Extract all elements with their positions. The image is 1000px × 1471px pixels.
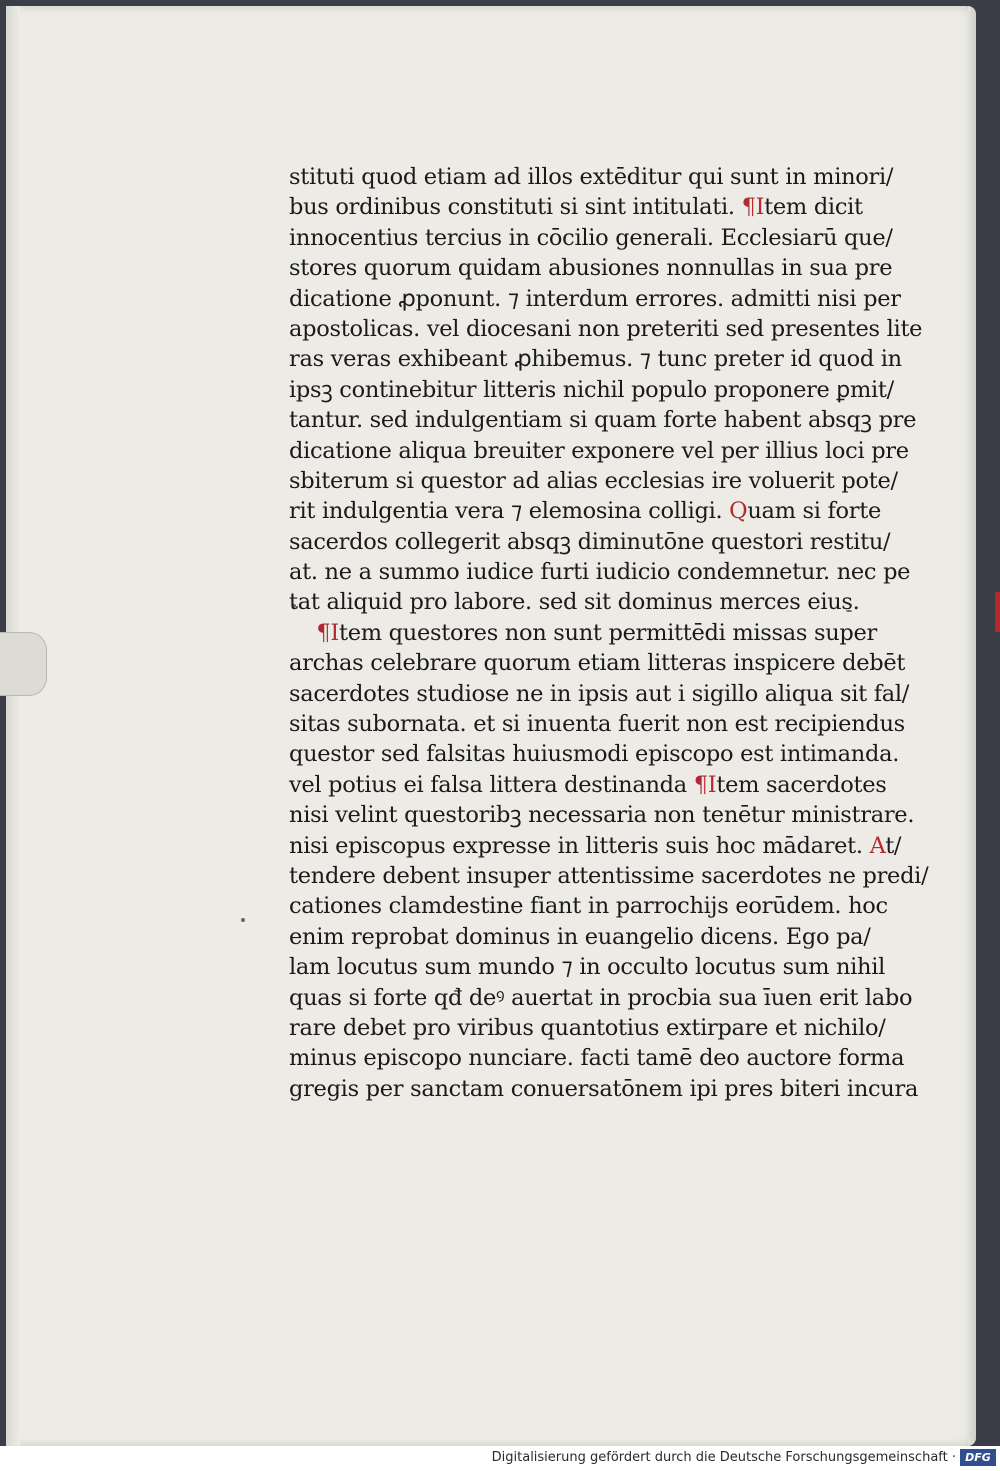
incunable-text-block [289,162,929,1104]
text-line [289,557,911,587]
text-segment: sacerdos collegerit absqꝫ diminutōne questori restitu/ [289,528,891,555]
page-fore-edge [968,6,976,1446]
text-segment: tantur. sed indulgentiam si quam forte habent absqꝫ pre [289,407,917,434]
rubric-initial: Q [729,498,748,525]
text-line [289,648,906,678]
text-segment: tem dicit [764,194,863,221]
text-line [289,223,893,253]
text-line [289,192,889,222]
text-line [289,314,923,344]
text-segment: ras veras exhibeant ꝓhibemus. ⁊ tunc preter id quod in [289,346,902,373]
text-segment: t/ [885,832,902,859]
text-line [289,709,905,739]
text-segment: bus ordinibus constituti si sint intitulati. [289,194,742,221]
text-segment: tem questores non sunt permittēdi missas super [339,619,877,646]
text-line [289,800,915,830]
text-segment: cationes clamdestine fiant in parrochijs eorūdem. hoc [289,893,888,920]
rubric-initial: ¶I [693,771,717,798]
text-segment: stituti quod etiam ad illos extēditur qui sunt in minori/ [289,164,894,190]
text-line [289,1074,919,1104]
text-segment: rare debet pro viribus quantotius extirpare et nichilo/ [289,1014,886,1041]
text-segment: minus episcopo nunciare. facti tamē deo auctore forma [289,1045,905,1072]
text-segment: archas celebrare quorum etiam litteras inspicere debēt [289,650,906,677]
rubric-initial: ¶I [316,619,340,646]
red-bookmark-marker [995,592,1000,632]
text-segment: dicatione ꝓponunt. ⁊ interdum errores. admitti nisi per [289,285,901,312]
text-line [289,284,901,314]
paper-speck [241,918,245,922]
text-segment: nisi velint questoribꝫ necessaria non tenētur ministrare. [289,802,915,829]
footer-bar [0,1446,1000,1471]
text-segment: tem sacerdotes [716,771,887,798]
text-segment: apostolicas. vel diocesani non preteriti sed presentes lite [289,315,923,342]
text-segment: innocentius tercius in cōcilio generali. Ecclesiarū que/ [289,224,893,251]
text-line [289,527,889,557]
text-line [289,405,917,435]
text-line [289,375,894,405]
text-segment: quas si forte qđ deꝰ auertat in procbia sua īuen erit labo [289,984,913,1011]
text-segment: nisi episcopus expresse in litteris suis hoc mādaret. [289,832,870,859]
text-segment: at. ne a summo iudice furti iudicio condemnetur. nec pe [289,559,911,586]
book-page [6,6,976,1446]
text-line [289,466,898,496]
text-line [289,162,894,192]
text-segment [289,620,316,646]
text-line [289,952,889,982]
text-line [289,344,902,374]
text-segment: lam locutus sum mundo ⁊ in occulto locutus sum nihil [289,954,886,981]
text-segment: enim reprobat dominus in euangelio dicens. Ego pa/ [289,923,871,950]
dfg-logo: DFG [960,1449,996,1466]
text-line [289,770,889,800]
text-line [289,253,893,283]
text-line [289,679,910,709]
text-segment: rit indulgentia vera ⁊ elemosina colligi. [289,498,730,525]
text-segment: uam si forte [747,498,882,525]
text-segment: vel potius ei falsa littera destinanda [289,771,694,798]
text-segment: sitas subornata. et si inuenta fuerit non est recipiendus [289,711,905,738]
page-clip-tab [0,632,47,696]
text-line [289,436,909,466]
text-line [289,922,889,952]
text-segment: sacerdotes studiose ne in ipsis aut i sigillo aliqua sit fal/ [289,680,910,707]
text-line [289,1013,889,1043]
page-gutter [6,6,20,1446]
text-segment: tendere debent insuper attentissime sacerdotes ne predi/ [289,862,929,889]
rubric-initial: ¶I [741,194,765,221]
text-line [289,1043,905,1073]
text-line [289,618,889,648]
rubric-initial: A [869,832,886,859]
text-segment: gregis per sanctam conuersatōnem ipi pres biteri incura [289,1075,919,1102]
text-line [289,831,902,861]
text-line [289,739,900,769]
text-line [289,587,889,617]
text-segment: dicatione aliqua breuiter exponere vel per illius loci pre [289,437,909,464]
funding-credit: Digitalisierung gefördert durch die Deutsche Forschungsgemeinschaft · [491,1450,956,1465]
text-segment: questor sed falsitas huiusmodi episcopo est intimanda. [289,741,900,768]
text-segment: sbiterum si questor ad alias ecclesias ire voluerit pote/ [289,467,898,494]
text-line [289,983,913,1013]
text-line [289,496,889,526]
text-segment: ipsꝫ continebitur litteris nichil populo proponere ꝑmit/ [289,376,894,403]
text-line [289,891,889,921]
text-segment: tat aliquid pro labore. sed sit dominus merces eius. [289,589,860,616]
text-segment: stores quorum quidam abusiones nonnullas in sua pre [289,255,893,282]
text-line [289,861,929,891]
